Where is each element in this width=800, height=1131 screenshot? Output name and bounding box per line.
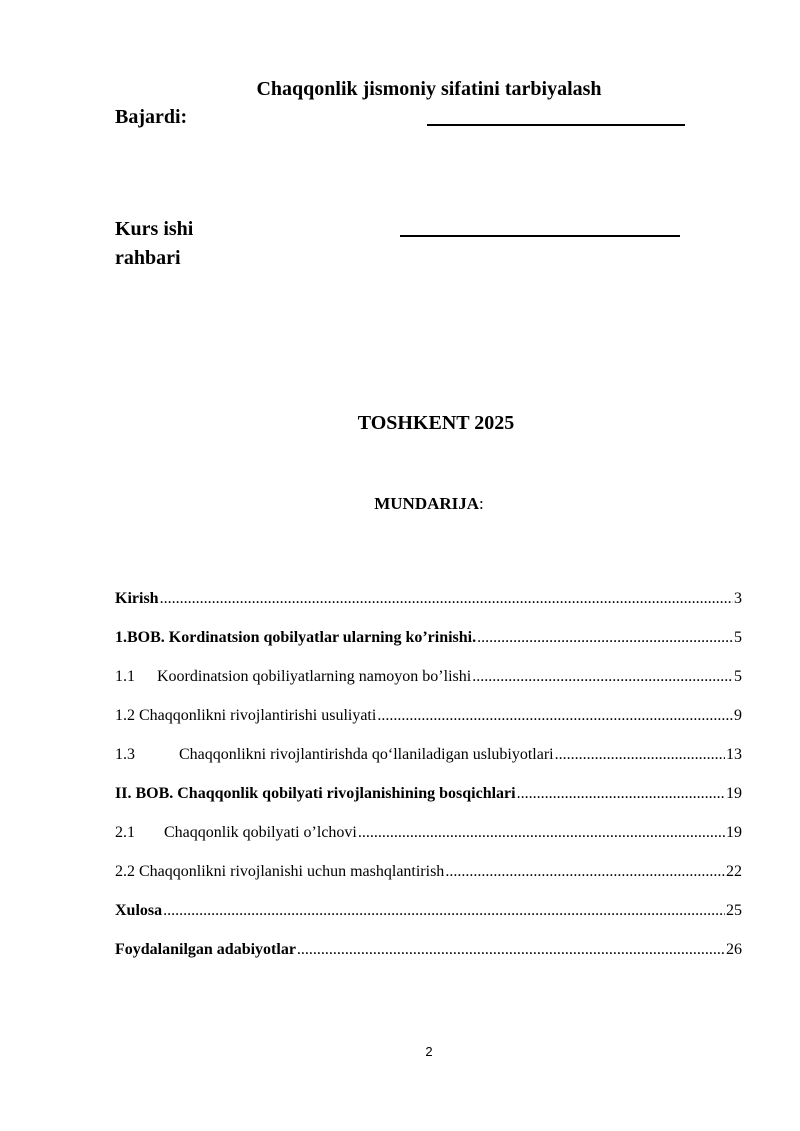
toc-dot-leader <box>163 902 725 920</box>
toc-entry-title: 2.2 Chaqqonlikni rivojlanishi uchun mashqlantirish <box>115 863 445 880</box>
supervisor-label-line2: rahbari <box>115 247 181 269</box>
toc-entry <box>115 590 742 629</box>
document-title: Chaqqonlik jismoniy sifatini tarbiyalash <box>256 78 602 100</box>
page-number: 2 <box>425 1044 433 1059</box>
toc-entry-page: 5 <box>734 629 742 646</box>
toc-dot-leader <box>377 707 733 725</box>
toc-dot-leader <box>160 590 733 608</box>
toc-entry-page: 22 <box>726 863 742 880</box>
supervisor-signature-line <box>400 235 680 237</box>
toc-dot-leader <box>297 941 725 959</box>
toc-entry <box>115 941 742 980</box>
toc-entry-page: 13 <box>726 746 742 763</box>
toc-entry-page: 26 <box>726 941 742 958</box>
toc-heading-colon: : <box>479 494 484 513</box>
toc-entry <box>115 824 742 863</box>
toc-dot-leader <box>555 746 725 764</box>
toc-dot-leader <box>517 785 725 803</box>
toc-heading-text: MUNDARIJA <box>374 494 480 513</box>
toc-entry <box>115 785 742 824</box>
toc-entry <box>115 902 742 941</box>
toc-entry <box>115 629 742 668</box>
toc-entry <box>115 746 742 785</box>
toc-entry-page: 25 <box>726 902 742 919</box>
toc-entry-number: 1.3 <box>115 746 135 763</box>
toc-entry-title: II. BOB. Chaqqonlik qobilyati rivojlanishining bosqichlari <box>115 785 516 802</box>
toc-dot-leader <box>358 824 725 842</box>
toc-entry-title: Xulosa <box>115 902 163 919</box>
toc-entry-title: Foydalanilgan adabiyotlar <box>115 941 296 958</box>
supervisor-label-line1: Kurs ishi <box>115 218 194 240</box>
toc-entry-page: 19 <box>726 824 742 841</box>
toc-entry <box>115 668 742 707</box>
toc-entry-title: Kirish <box>115 590 159 607</box>
toc-entry-page: 5 <box>734 668 742 685</box>
toc-entry-page: 9 <box>734 707 742 724</box>
toc-dot-leader <box>472 668 733 686</box>
toc-entry-page: 3 <box>734 590 742 607</box>
toc-dot-leader <box>445 863 725 881</box>
toc-entry-title: 1.BOB. Kordinatsion qobilyatlar ularning ko’rinishi. <box>115 629 477 646</box>
city-year: TOSHKENT 2025 <box>357 412 515 434</box>
toc-entry-title: Chaqqonlikni rivojlantirishda qo‘llaniladigan uslubiyotlari <box>179 746 554 763</box>
toc-entry-number: 1.1 <box>115 668 135 685</box>
toc-entry-title: Koordinatsion qobiliyatlarning namoyon bo’lishi <box>157 668 472 685</box>
performer-label: Bajardi: <box>115 106 188 128</box>
toc-entry-title: 1.2 Chaqqonlikni rivojlantirishi usuliyati <box>115 707 377 724</box>
toc-entry-page: 19 <box>726 785 742 802</box>
toc-heading <box>0 494 800 514</box>
table-of-contents <box>115 590 742 980</box>
toc-entry-title: Chaqqonlik qobilyati o’lchovi <box>164 824 357 841</box>
toc-entry <box>115 863 742 902</box>
toc-dot-leader <box>477 629 733 647</box>
performer-signature-line <box>427 124 685 126</box>
toc-entry <box>115 707 742 746</box>
toc-entry-number: 2.1 <box>115 824 135 841</box>
